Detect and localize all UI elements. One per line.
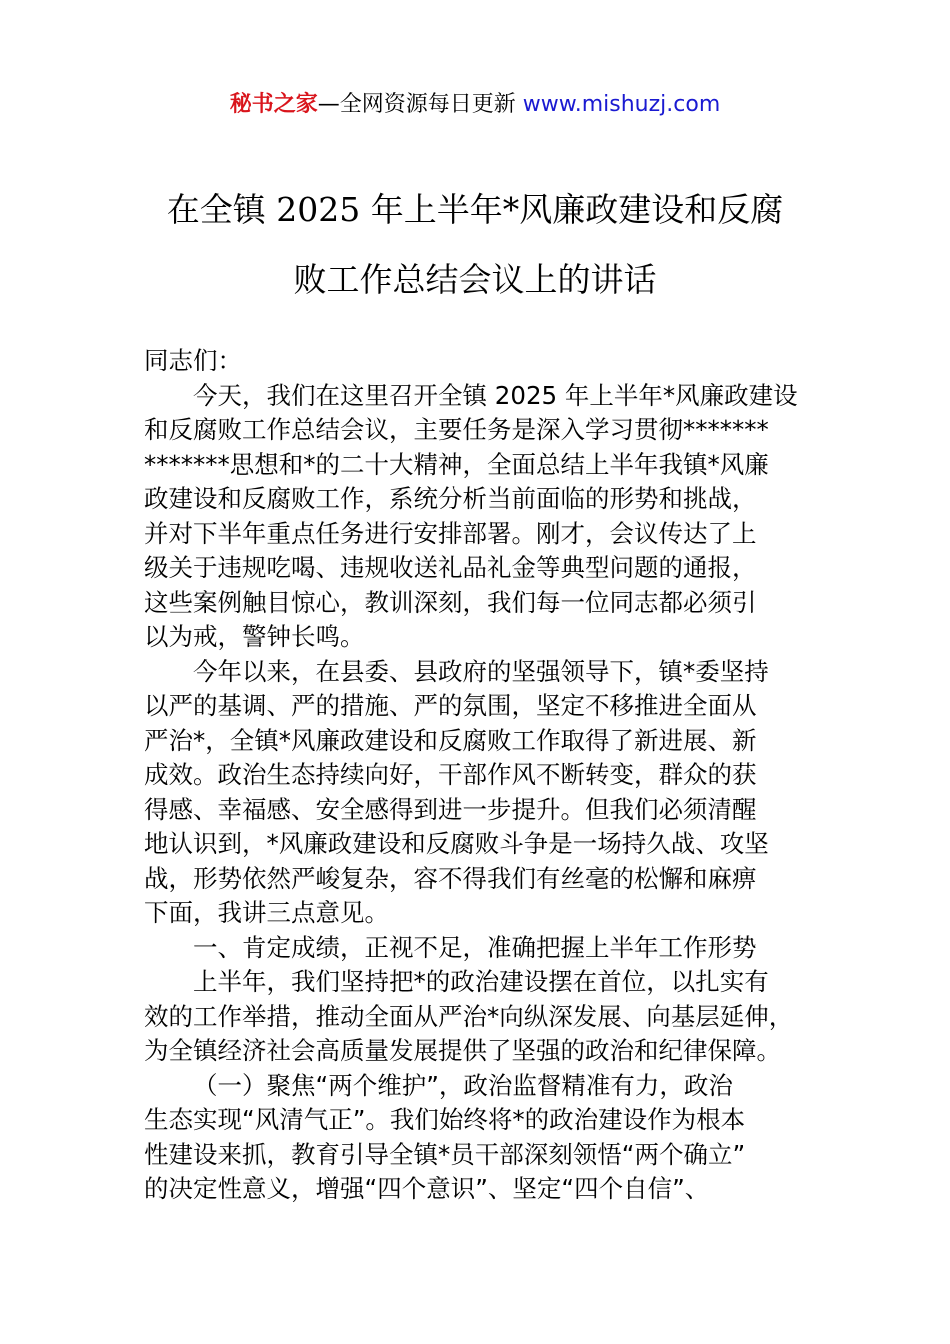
paragraph-line: 级关于违规吃喝、违规收送礼品礼金等典型问题的通报，	[144, 553, 757, 582]
paragraph-line: 效的工作举措，推动全面从严治*向纵深发展、向基层延伸，	[144, 1001, 794, 1031]
document-title-line-1: 在全镇 2025 年上半年*风廉政建设和反腐	[166, 190, 784, 229]
paragraph-line: 这些案例触目惊心，教训深刻，我们每一位同志都必须引	[144, 587, 757, 617]
site-header	[0, 88, 950, 122]
paragraph-line: 得感、幸福感、安全感得到进一步提升。但我们必须清醒	[144, 794, 757, 824]
subsection-heading: （一）聚焦“两个维护”，政治监督精准有力，政治	[193, 1070, 733, 1100]
paragraph-line: 的决定性意义，增强“四个意识”、坚定“四个自信”、	[144, 1174, 710, 1203]
paragraph-line: 上半年，我们坚持把*的政治建设摆在首位，以扎实有	[193, 967, 769, 996]
document-body	[144, 344, 812, 1207]
paragraph-line: 以严的基调、严的措施、严的氛围，坚定不移推进全面从	[144, 691, 757, 720]
paragraph-line: 战，形势依然严峻复杂，容不得我们有丝毫的松懈和麻痹	[144, 863, 757, 893]
paragraph-line: 和反腐败工作总结会议，主要任务是深入学习贯彻*******	[144, 415, 769, 444]
paragraph-line: 政建设和反腐败工作，系统分析当前面临的形势和挑战，	[144, 484, 757, 513]
paragraph-line: 严治*，全镇*风廉政建设和反腐败工作取得了新进展、新	[144, 725, 757, 755]
site-tagline: —全网资源每日更新	[317, 92, 523, 117]
paragraph-line: 性建设来抓，教育引导全镇*员干部深刻领悟“两个确立”	[144, 1139, 746, 1169]
paragraph-line: 地认识到，*风廉政建设和反腐败斗争是一场持久战、攻坚	[144, 829, 769, 858]
paragraph-line: 生态实现“风清气正”。我们始终将*的政治建设作为根本	[144, 1105, 746, 1134]
paragraph-line: 今天，我们在这里召开全镇 2025 年上半年*风廉政建设	[193, 380, 798, 410]
paragraph-line: 为全镇经济社会高质量发展提供了坚强的政治和纪律保障。	[144, 1036, 781, 1065]
paragraph-line: 下面，我讲三点意见。	[144, 898, 389, 927]
paragraph-line: 并对下半年重点任务进行安排部署。刚才，会议传达了上	[144, 518, 757, 548]
paragraph-line: 成效。政治生态持续向好，干部作风不断转变，群众的获	[144, 760, 757, 789]
salutation: 同志们：	[144, 346, 242, 375]
section-heading: 一、肯定成绩，正视不足，准确把握上半年工作形势	[193, 932, 757, 962]
paragraph-line: 以为戒，警钟长鸣。	[144, 622, 365, 651]
site-brand: 秘书之家	[229, 92, 318, 117]
site-url-link[interactable]: www.mishuzj.com	[522, 92, 721, 117]
paragraph-line: *******思想和*的二十大精神，全面总结上半年我镇*风廉	[144, 449, 769, 479]
paragraph-line: 今年以来，在县委、县政府的坚强领导下，镇*委坚持	[193, 656, 769, 686]
document-title-line-2: 败工作总结会议上的讲话	[293, 260, 657, 299]
